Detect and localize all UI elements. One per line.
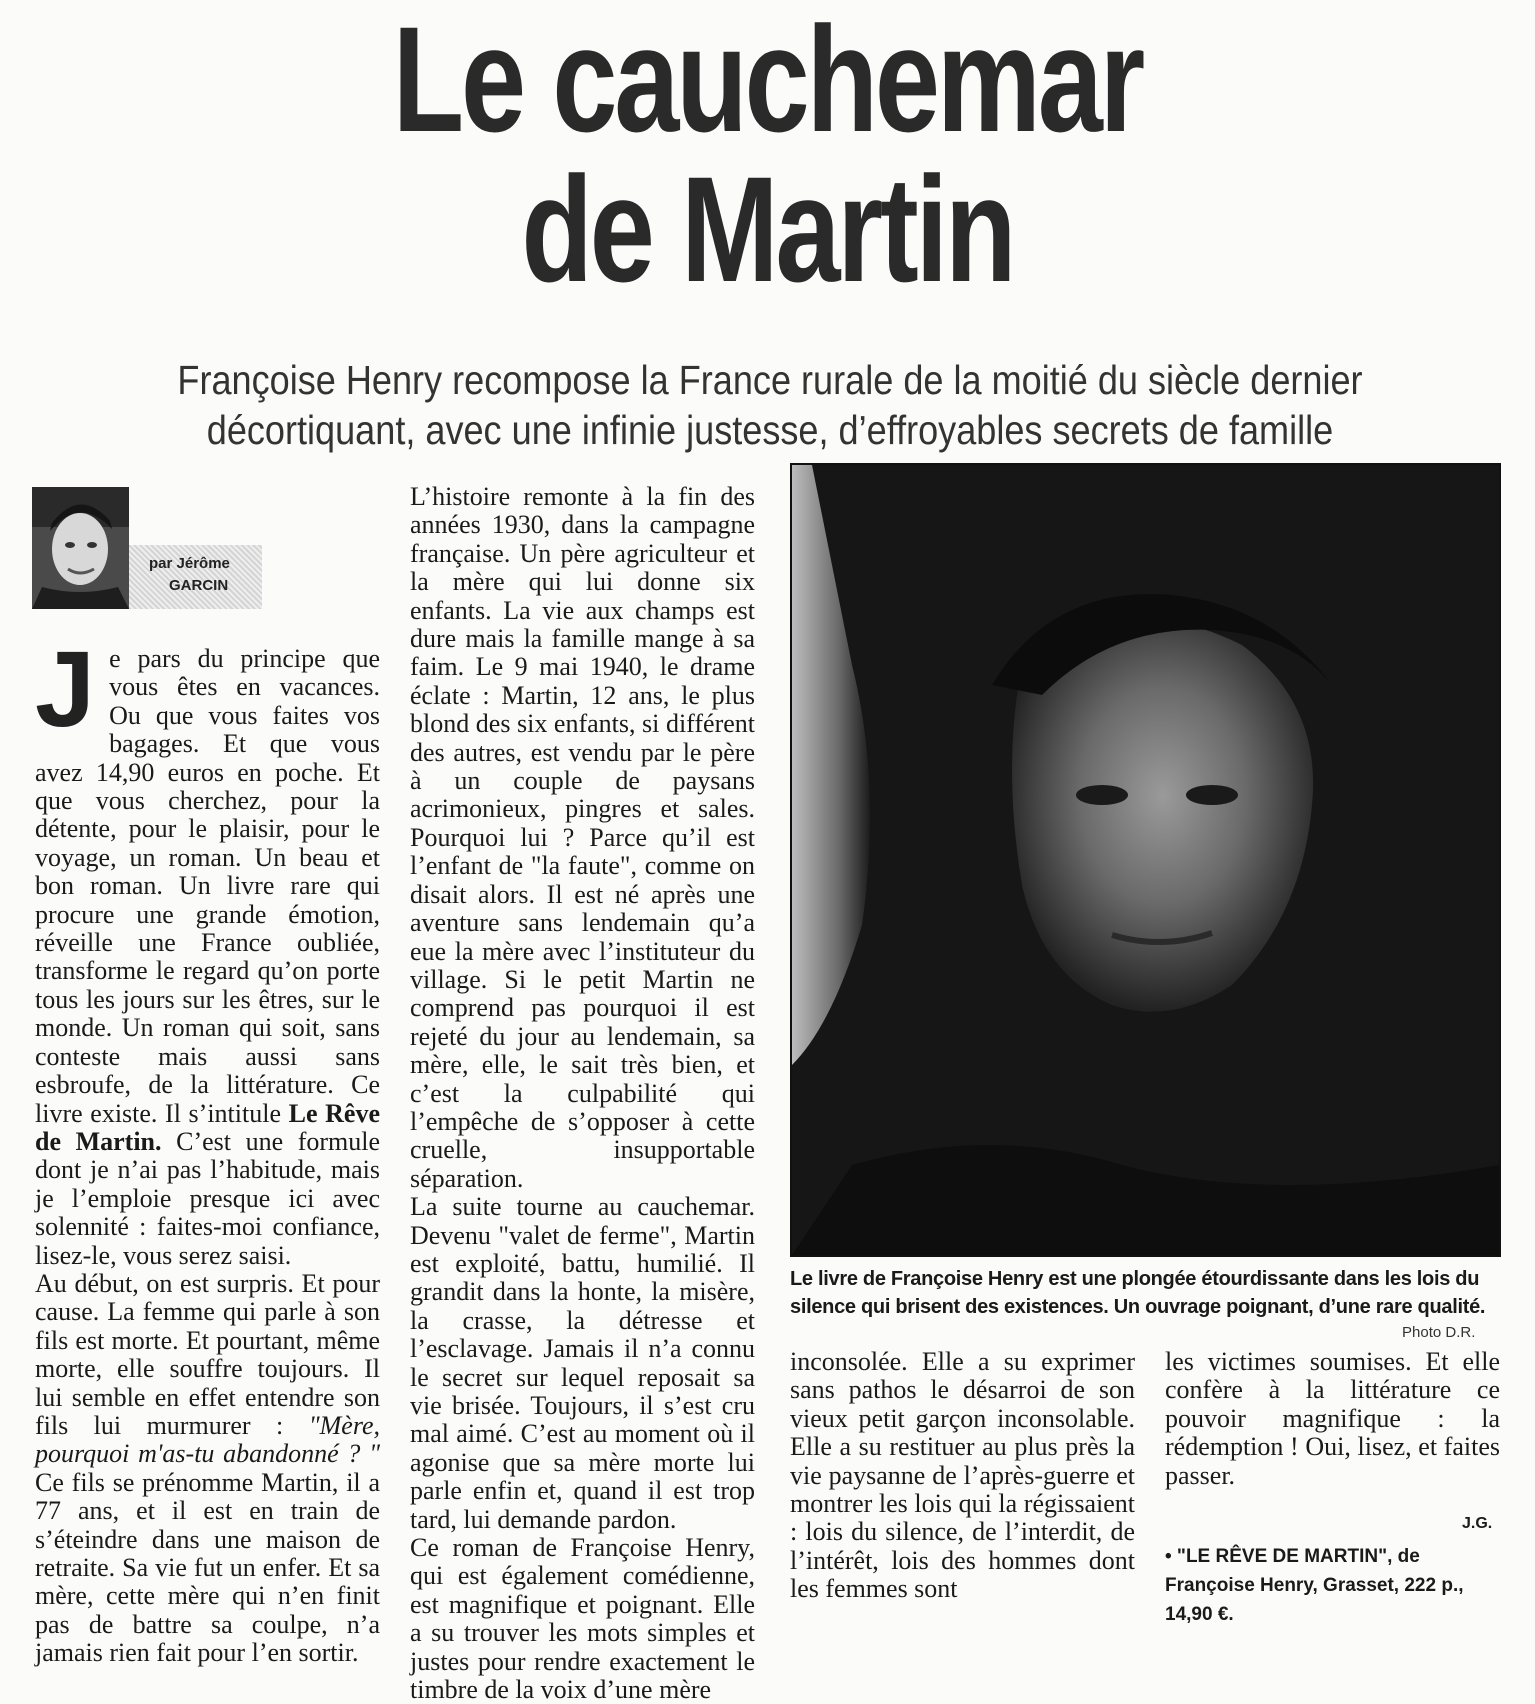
- paragraph: [35, 1270, 380, 1668]
- paragraph-text: e pars du principe que vous êtes en vacances. Ou que vous faites vos bagages. Et que vous avez 14,90 euros en poche. Et que vous cherchez, pour la détente, pour le plaisir, pour le voyage, un roman. Un beau et bon roman. Un livre rare qui procure une grande émotion, réveille une France oubliée, transforme le regard qu’on porte tous les jours sur les êtres, sur le monde. Un roman qui soit, sans conteste mais aussi sans esbroufe, de la littérature. Ce livre existe. Il s’intitule: [35, 644, 380, 1128]
- paragraph: La suite tourne au cauchemar. Devenu "valet de ferme", Martin est exploité, battu, humilié. Il grandit dans la honte, la misère, la crasse, la détresse et l’esclavage. Jamais il n’a connu le secret sur lequel reposait sa vie brisée. Toujours, il s’est cru mal aimé. C’est au moment où il agonise que sa mère morte lui parle enfin et, quand il est trop tard, lui demande pardon.: [410, 1192, 755, 1534]
- byline-prefix: par Jérôme: [149, 555, 230, 572]
- photo-caption: Le livre de Françoise Henry est une plongée étourdissante dans les lois du silence qui brisent des existences. Un ouvrage poignant, d’une rare qualité.: [790, 1268, 1486, 1318]
- book-title: Le Rêve de Martin.: [35, 1098, 381, 1156]
- headline-line-2: de Martin: [521, 145, 1014, 313]
- paragraph: Ce roman de Françoise Henry, qui est également comédienne, est magnifique et poignant. Elle a su trouver les mots simples et justes pour rendre exactement le timbre de la voix d’une mère: [410, 1533, 755, 1704]
- headline: [169, 0, 1366, 313]
- subheadline-line-2: décortiquant, avec une infinie justesse, d’effroyables secrets de famille: [206, 407, 1334, 453]
- article-column-4: [1165, 1348, 1500, 1490]
- subheadline: [128, 355, 1413, 455]
- paragraph-text: C’est une formule dont je n’ai pas l’habitude, mais je l’emploie presque ici avec solennité : faites-moi confiance, lisez-le, vous serez saisi.: [35, 1126, 381, 1270]
- paragraph-text: Au début, on est surpris. Et pour cause. La femme qui parle à son fils est morte. Et pourtant, même morte, elle souffre toujours. Il lui semble en effet entendre son fils lui murmurer :: [35, 1268, 380, 1440]
- article-column-2: [410, 483, 755, 1704]
- author-photo: [790, 463, 1501, 1257]
- paragraph-text: Ce fils se prénomme Martin, il a 77 ans, et il est en train de s’éteindre dans une maison de retraite. Sa vie fut un enfer. Et sa mère, cette mère qui n’en finit pas de battre sa coulpe, n’a jamais rien fait pour l’en sortir.: [35, 1467, 380, 1668]
- headline-line-1: Le cauchemar: [392, 0, 1143, 163]
- article-column-1: [35, 628, 381, 1668]
- paragraph: inconsolée. Elle a su exprimer sans pathos le désarroi de son vieux petit garçon inconsolable. Elle a su restituer au plus près la vie paysanne de l’après-guerre et montrer les lois qui la régissaient : lois du silence, de l’interdit, de l’intérêt, lois des hommes dont les femmes sont: [790, 1347, 1135, 1604]
- paragraph: les victimes soumises. Et elle confère à la littérature ce pouvoir magnifique : la rédemption ! Oui, lisez, et faites passer.: [1165, 1347, 1500, 1490]
- subheadline-line-1: Françoise Henry recompose la France rurale de la moitié du siècle dernier: [177, 357, 1363, 403]
- book-info: • "LE RÊVE DE MARTIN", de Françoise Henry, Grasset, 222 p., 14,90 €.: [1165, 1546, 1464, 1625]
- byline-band: [129, 545, 262, 609]
- drop-cap: J: [35, 628, 96, 749]
- paragraph: L’histoire remonte à la fin des années 1930, dans la campagne française. Un père agriculteur et la mère qui lui donne six enfants. La vie aux champs est dure mais la famille mange à sa faim. Le 9 mai 1940, le drame éclate : Martin, 12 ans, le plus blond des six enfants, si différent des autres, est vendu par le père à un couple de paysans acrimonieux, pingres et sales. Pourquoi lui ? Parce qu’il est l’enfant de "la faute", comme on disait alors. Il est né après une aventure sans lendemain qu’a eue la mère avec l’instituteur du village. Si le petit Martin ne comprend pas pourquoi il est rejeté du jour au lendemain, sa mère, elle, le sait très bien, et c’est la culpabilité qui l’empêche de s’opposer à cette cruelle, insupportable séparation.: [410, 482, 755, 1193]
- byline: [32, 487, 262, 609]
- article-column-3: [790, 1348, 1135, 1604]
- photo-credit: Photo D.R.: [1402, 1324, 1476, 1341]
- byline-surname: GARCIN: [169, 577, 229, 594]
- author-portrait: [32, 487, 129, 609]
- byline-text: [149, 553, 230, 597]
- quote: "Mère, pourquoi m'as-tu abandonné ? ": [35, 1410, 381, 1469]
- author-initials: J.G.: [1462, 1515, 1493, 1532]
- paragraph: [35, 628, 381, 1270]
